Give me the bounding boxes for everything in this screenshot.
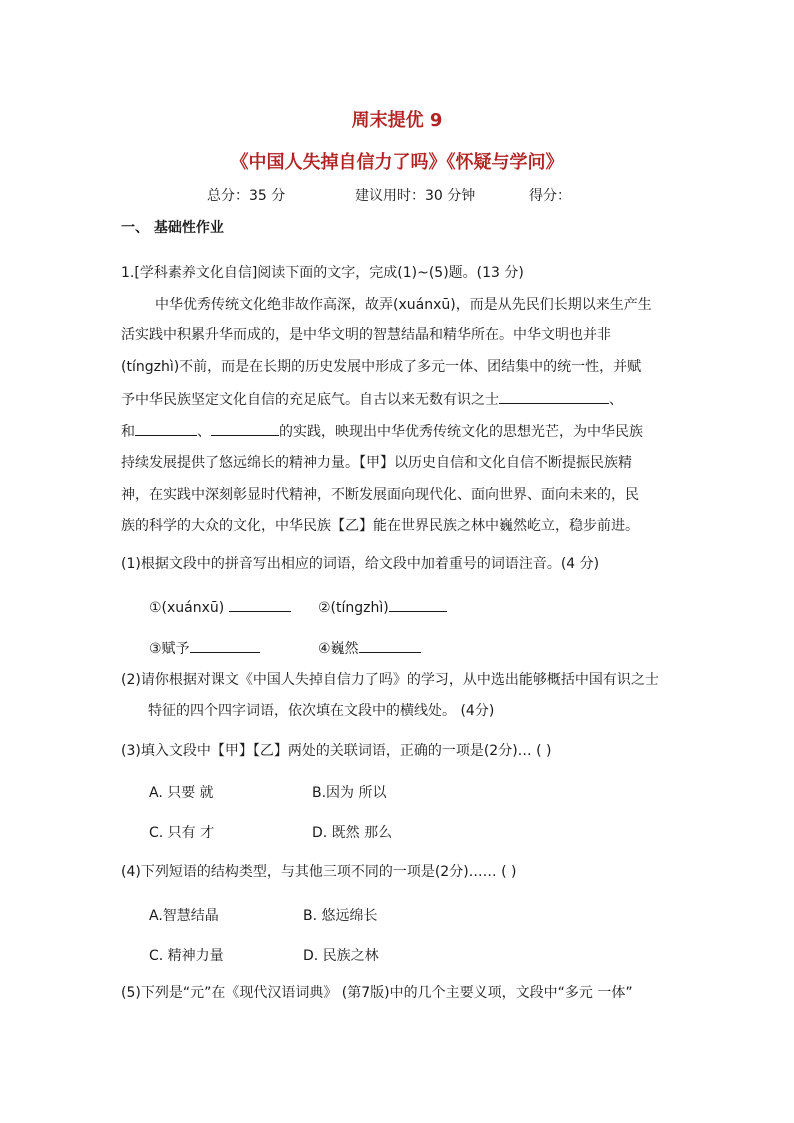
passage-line-5-text: 的实践，映现出中华优秀传统文化的思想光芒，为中华民族 <box>279 424 643 440</box>
sub1-item-3-label: ③赋予 <box>149 641 190 657</box>
sub1-item-1 <box>149 597 291 618</box>
sub4-option-b[interactable]: B. 悠远绵长 <box>303 908 378 924</box>
passage-line-6: 持续发展提供了悠远绵长的精神力量。【甲】以历史自信和文化自信不断提振民族精 <box>121 455 632 471</box>
suggested-time: 建议用时：30 分钟 <box>355 188 476 204</box>
sub1-blank-3[interactable] <box>190 638 260 653</box>
question-1-prompt: 1.[学科素养文化自信]阅读下面的文字，完成(1)~(5)题。(13 分) <box>121 265 524 281</box>
sub1-item-3 <box>149 638 260 659</box>
sub1-blank-4[interactable] <box>359 638 421 653</box>
answer-blank-2[interactable] <box>135 421 197 436</box>
sub1-item-2 <box>318 597 447 618</box>
passage-line-1: 中华优秀传统文化绝非故作高深，故弄(xuánxū)，而是从先民们长期以来生产生 <box>155 297 652 313</box>
passage-text-he: 和 <box>121 424 135 440</box>
passage-punct: 、 <box>197 424 211 440</box>
sub4-option-d[interactable]: D. 民族之林 <box>303 948 379 964</box>
sub-question-1: (1)根据文段中的拼音写出相应的词语，给文段中加着重号的词语注音。(4 分) <box>121 556 600 572</box>
sub-question-3: (3)填入文段中【甲】【乙】两处的关联词语，正确的一项是(2分)… ( ) <box>121 743 552 759</box>
passage-line-4 <box>121 389 623 410</box>
sub1-item-1-label: ①(xuánxū) <box>149 600 225 616</box>
sub-question-4: (4)下列短语的结构类型，与其他三项不同的一项是(2分)…… ( ) <box>121 864 517 880</box>
answer-blank-1[interactable] <box>499 389 609 404</box>
sub-question-2: (2)请你根据对课文《中国人失掉自信力了吗》的学习，从中选出能够概括中国有识之士 <box>121 672 659 688</box>
score-total: 总分：35 分 <box>207 188 286 204</box>
passage-line-7: 神，在实践中深刻彰显时代精神，不断发展面向现代化、面向世界、面向未来的，民 <box>121 487 639 503</box>
sub3-option-d[interactable]: D. 既然 那么 <box>312 825 393 841</box>
sub-question-2-cont: 特征的四个四字词语，依次填在文段中的横线处。 (4分) <box>148 703 495 719</box>
sub1-item-4 <box>318 638 421 659</box>
passage-line-3: (tíngzhì)不前，而是在长期的历史发展中形成了多元一体、团结集中的统一性，并赋 <box>121 359 642 375</box>
section-heading: 一、 基础性作业 <box>121 220 224 236</box>
sub-question-5: (5)下列是“元”在《现代汉语词典》 (第7版)中的几个主要义项，文段中“多元 一体” <box>121 985 633 1001</box>
page-title: 周末提优 9 <box>351 110 443 131</box>
sub3-option-a[interactable]: A. 只要 就 <box>149 785 214 801</box>
sub1-blank-2[interactable] <box>389 597 447 612</box>
sub1-blank-1[interactable] <box>229 597 291 612</box>
passage-punct: 、 <box>609 392 623 408</box>
score-got: 得分： <box>529 188 571 204</box>
page-subtitle: 《中国人失掉自信力了吗》《怀疑与学问》 <box>230 152 564 173</box>
sub3-option-c[interactable]: C. 只有 才 <box>149 825 215 841</box>
passage-line-5 <box>121 421 643 442</box>
passage-line-2: 活实践中积累升华而成的，是中华文明的智慧结晶和精华所在。中华文明也并非 <box>121 327 611 343</box>
sub4-option-a[interactable]: A.智慧结晶 <box>149 908 219 924</box>
passage-line-4-text: 予中华民族坚定文化自信的充足底气。自古以来无数有识之士 <box>121 392 499 408</box>
sub1-item-4-label: ④巍然 <box>318 641 359 657</box>
sub4-option-c[interactable]: C. 精神力量 <box>149 948 224 964</box>
passage-line-8: 族的科学的大众的文化，中华民族【乙】能在世界民族之林中巍然屹立，稳步前进。 <box>121 518 639 534</box>
sub1-item-2-label: ②(tíngzhì) <box>318 600 389 616</box>
sub3-option-b[interactable]: B.因为 所以 <box>312 785 387 801</box>
answer-blank-3[interactable] <box>211 421 279 436</box>
